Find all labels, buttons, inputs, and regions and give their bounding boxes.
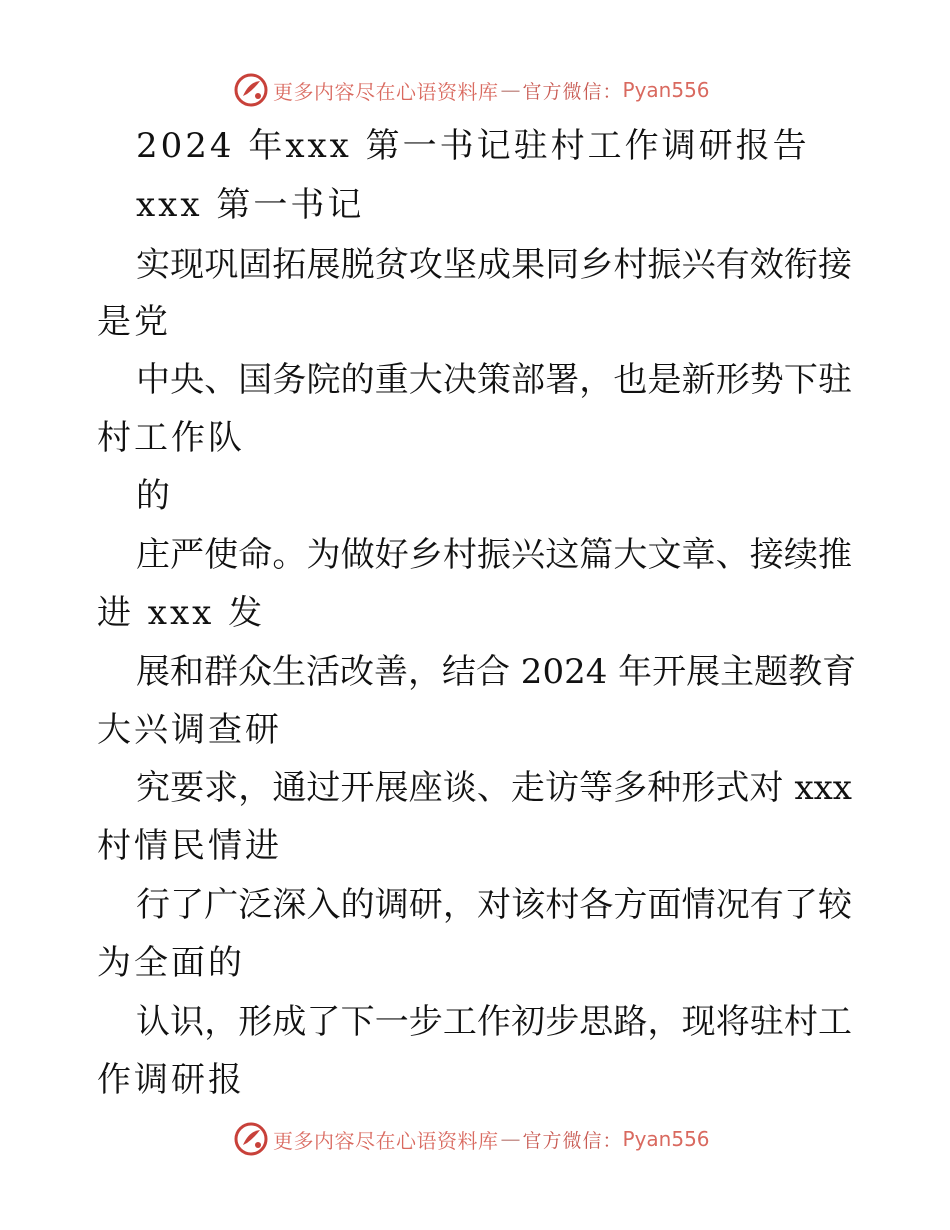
paragraph-line: 大兴调查研 (97, 710, 282, 750)
paragraph-line: 作调研报 (97, 1060, 245, 1100)
paragraph-line: 展和群众生活改善，结合 2024 年开展主题教育 (136, 652, 857, 692)
paragraph-line: 村工作队 (97, 418, 245, 458)
document-title: 2024 年xxx 第一书记驻村工作调研报告 (136, 126, 810, 166)
banner-slogan: 更多内容尽在心语资料库 (273, 1128, 499, 1153)
paragraph-line: 村情民情进 (97, 826, 282, 866)
banner-separator: — (500, 1127, 521, 1151)
paragraph-line: 的 (136, 476, 173, 516)
banner-separator: — (500, 78, 521, 102)
banner-wechat-label: 官方微信： (522, 80, 623, 103)
paragraph-line: 实现巩固拓展脱贫攻坚成果同乡村振兴有效衔接 (136, 245, 852, 285)
paragraph-line: 进 xxx 发 (97, 593, 266, 633)
brand-logo-icon (233, 1121, 269, 1157)
paragraph-line: 认识，形成了下一步工作初步思路，现将驻村工 (136, 1002, 852, 1042)
paragraph-line: 究要求，通过开展座谈、走访等多种形式对 xxx (136, 768, 852, 808)
document-author: xxx 第一书记 (136, 185, 365, 225)
paragraph-line: 行了广泛深入的调研，对该村各方面情况有了较 (136, 885, 852, 925)
paragraph-line: 中央、国务院的重大决策部署，也是新形势下驻 (136, 360, 852, 400)
banner-wechat-id: Pyan556 (622, 1127, 710, 1151)
banner-wechat-id: Pyan556 (622, 78, 710, 102)
banner-slogan: 更多内容尽在心语资料库 (273, 79, 499, 104)
paragraph-line: 是党 (97, 302, 171, 342)
footer-watermark-banner (233, 1119, 710, 1159)
banner-wechat-label: 官方微信： (522, 1129, 623, 1152)
paragraph-line: 为全面的 (97, 943, 245, 983)
paragraph-line: 庄严使命。为做好乡村振兴这篇大文章、接续推 (136, 535, 852, 575)
